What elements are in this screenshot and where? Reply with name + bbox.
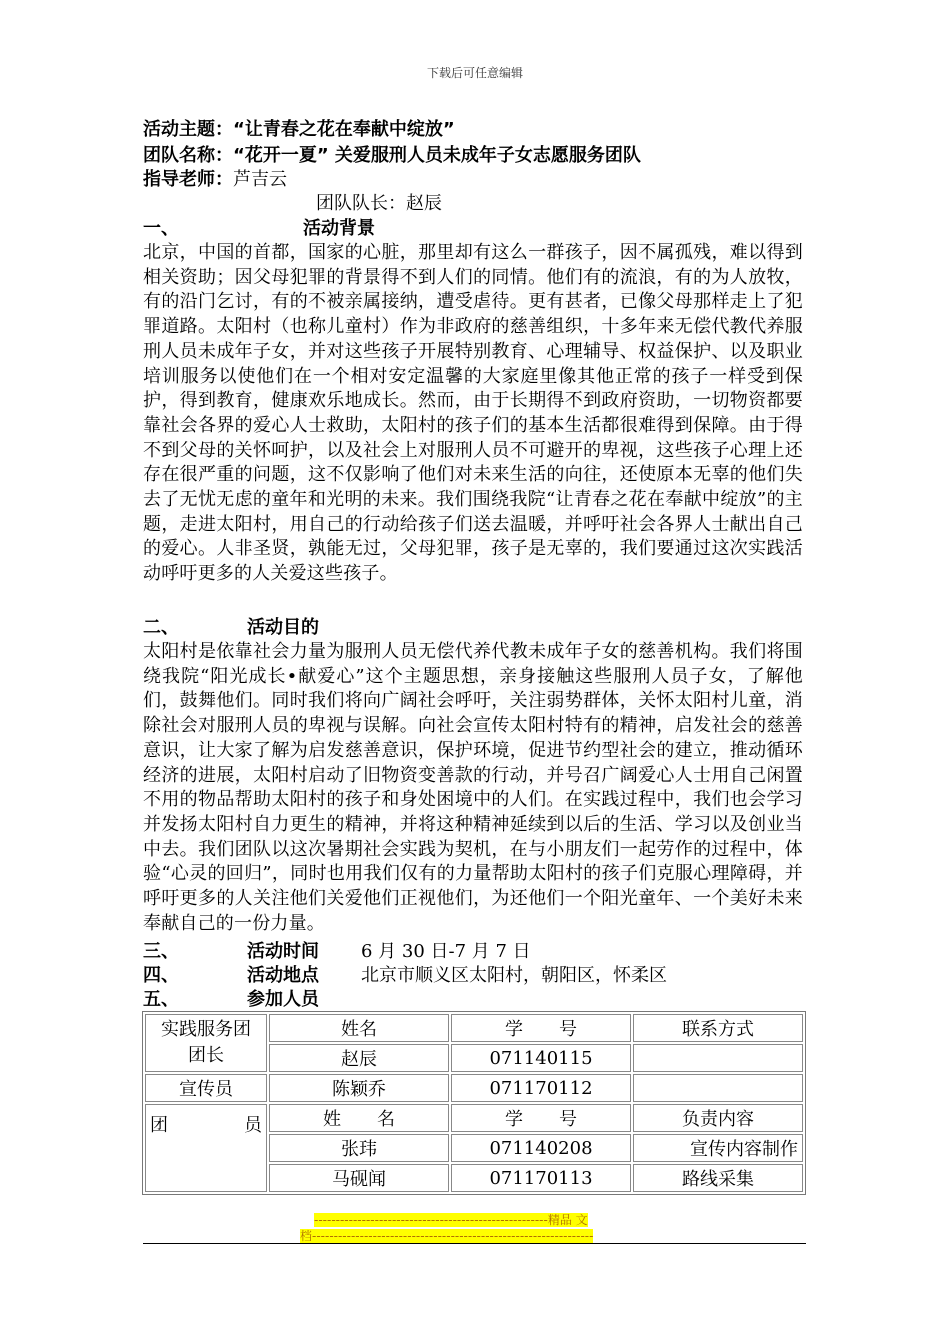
section-2-body: 太阳村是依靠社会力量为服刑人员无偿代养代教未成年子女的慈善机构。我们将围绕我院“阳光成长•献爱心”这个主题思想，亲身接触这些服刑人员子女，了解他们，鼓舞他们。同时我们将向广阔社会呼吁，关注弱势群体，关怀太阳村儿童，消除社会对服刑人员的卑视与误解。向社会宣传太阳村特有的精神，启发社会的慈善意识，让大家了解为启发慈善意识，保护环境，促进节约型社会的建立，推动循环经济的进展，太阳村启动了旧物资变善款的行动，并号召广阔爱心人士用自己闲置不用的物品帮助太阳村的孩子和身处困境中的人们。在实践过程中，我们也会学习并发扬太阳村自力更生的精神，并将这种精神延续到以后的生活、学习以及创业当中去。我们团队以这次暑期社会实践为契机，在与小朋友们一起劳作的过程中，体验“心灵的回归”，同时也用我们仅有的力量帮助太阳村的孩子们克服心理障碍，并呼吁更多的人关注他们关爱他们正视他们，为还他们一个阳光童年、一个美好未来奉献自己的一份力量。 <box>143 641 803 934</box>
header-name: 姓名 <box>269 1014 449 1042</box>
member-role-cell <box>145 1104 267 1192</box>
members-table <box>142 1011 806 1195</box>
theme-value: “让青春之花在奉献中绽放” <box>233 119 455 140</box>
member-duty: 宣传内容制作 <box>633 1134 803 1162</box>
header-id: 学 号 <box>451 1014 631 1042</box>
download-note: 下载后可任意编辑 <box>426 66 523 80</box>
section-5-title: 参加人员 <box>247 989 319 1010</box>
header-name-2: 姓 名 <box>269 1104 449 1132</box>
table-row <box>145 1104 803 1132</box>
member-name: 马砚闻 <box>269 1164 449 1192</box>
member-role-right: 员 <box>244 1115 262 1136</box>
footer-divider <box>143 1243 806 1244</box>
member-name: 张玮 <box>269 1134 449 1162</box>
section-1-number: 一、 <box>143 218 179 239</box>
member-id: 071170112 <box>451 1074 631 1102</box>
advisor-line <box>143 168 287 192</box>
group-leader-cell <box>145 1014 267 1072</box>
group-label: 实践服务团 <box>161 1019 251 1040</box>
advisor-label: 指导老师： <box>143 169 233 190</box>
team-value: “花开一夏” 关爱服刑人员未成年子女志愿服务团队 <box>233 145 641 166</box>
section-4-number: 四、 <box>143 965 179 986</box>
header-contact: 联系方式 <box>633 1014 803 1042</box>
member-contact <box>633 1044 803 1072</box>
team-line <box>143 144 641 168</box>
section-2-number: 二、 <box>143 617 179 638</box>
header-duty: 负责内容 <box>633 1104 803 1132</box>
member-id: 071140115 <box>451 1044 631 1072</box>
member-name: 赵辰 <box>269 1044 449 1072</box>
section-5-heading <box>143 988 319 1012</box>
section-1-body: 北京，中国的首都，国家的心脏，那里却有这么一群孩子，因不属孤残，难以得到相关资助；因父母犯罪的背景得不到人们的同情。他们有的流浪，有的为人放牧，有的沿门乞讨，有的不被亲属接纳，遭受虐待。更有甚者，已像父母那样走上了犯罪道路。太阳村（也称儿童村）作为非政府的慈善组织，十多年来无偿代教代养服刑人员未成年子女，并对这些孩子开展特别教育、心理辅导、权益保护、以及职业培训服务以使他们在一个相对安定温馨的大家庭里像其他正常的孩子一样受到保护，得到教育，健康欢乐地成长。然而，由于长期得不到政府资助，一切物资都要靠社会各界的爱心人士救助，太阳村的孩子们的基本生活都很难得到保障。由于得不到父母的关怀呵护，以及社会上对服刑人员不可避开的卑视，这些孩子心理上还存在很严重的问题，这不仅影响了他们对未来生活的向往，还使原本无辜的他们失去了无忧无虑的童年和光明的未来。我们围绕我院“让青春之花在奉献中绽放”的主题，走进太阳村，用自己的行动给孩子们送去温暖，并呼吁社会各界人士献出自己的爱心。人非圣贤，孰能无过，父母犯罪，孩子是无辜的，我们要通过这次实践活动呼吁更多的人关爱这些孩子。 <box>143 242 803 585</box>
team-label: 团队名称： <box>143 145 233 166</box>
theme-label: 活动主题： <box>143 119 233 140</box>
section-4-title: 活动地点 <box>247 965 319 986</box>
table-row <box>145 1014 803 1042</box>
section-2-title: 活动目的 <box>247 617 319 638</box>
section-2-heading <box>143 616 319 640</box>
team-leader: 团队队长：赵辰 <box>316 193 442 214</box>
section-3-title: 活动时间 <box>247 941 319 962</box>
member-role-left: 团 <box>150 1115 168 1136</box>
member-id: 071170113 <box>451 1164 631 1192</box>
member-contact <box>633 1074 803 1102</box>
member-name: 陈颖乔 <box>269 1074 449 1102</box>
footer-line-2: 档----------------------------------------------------------------- <box>300 1229 594 1243</box>
footer-watermark <box>300 1212 646 1244</box>
activity-time: 6 月 30 日-7 月 7 日 <box>361 941 531 962</box>
leader-role: 团长 <box>188 1045 224 1066</box>
section-1-heading <box>143 217 375 241</box>
header-id-2: 学 号 <box>451 1104 631 1132</box>
section-4-heading <box>143 964 667 988</box>
activity-location: 北京市顺义区太阳村，朝阳区，怀柔区 <box>361 965 667 986</box>
section-3-heading <box>143 940 531 964</box>
section-1-title: 活动背景 <box>303 218 375 239</box>
publicity-role: 宣传员 <box>145 1074 267 1102</box>
section-5-number: 五、 <box>143 989 179 1010</box>
table-row <box>145 1074 803 1102</box>
section-3-number: 三、 <box>143 941 179 962</box>
theme-line <box>143 118 455 142</box>
advisor-value: 芦吉云 <box>233 169 287 190</box>
member-id: 071140208 <box>451 1134 631 1162</box>
footer-line-1: ------------------------------------------------------精品 文 <box>314 1213 588 1227</box>
member-duty: 路线采集 <box>633 1164 803 1192</box>
